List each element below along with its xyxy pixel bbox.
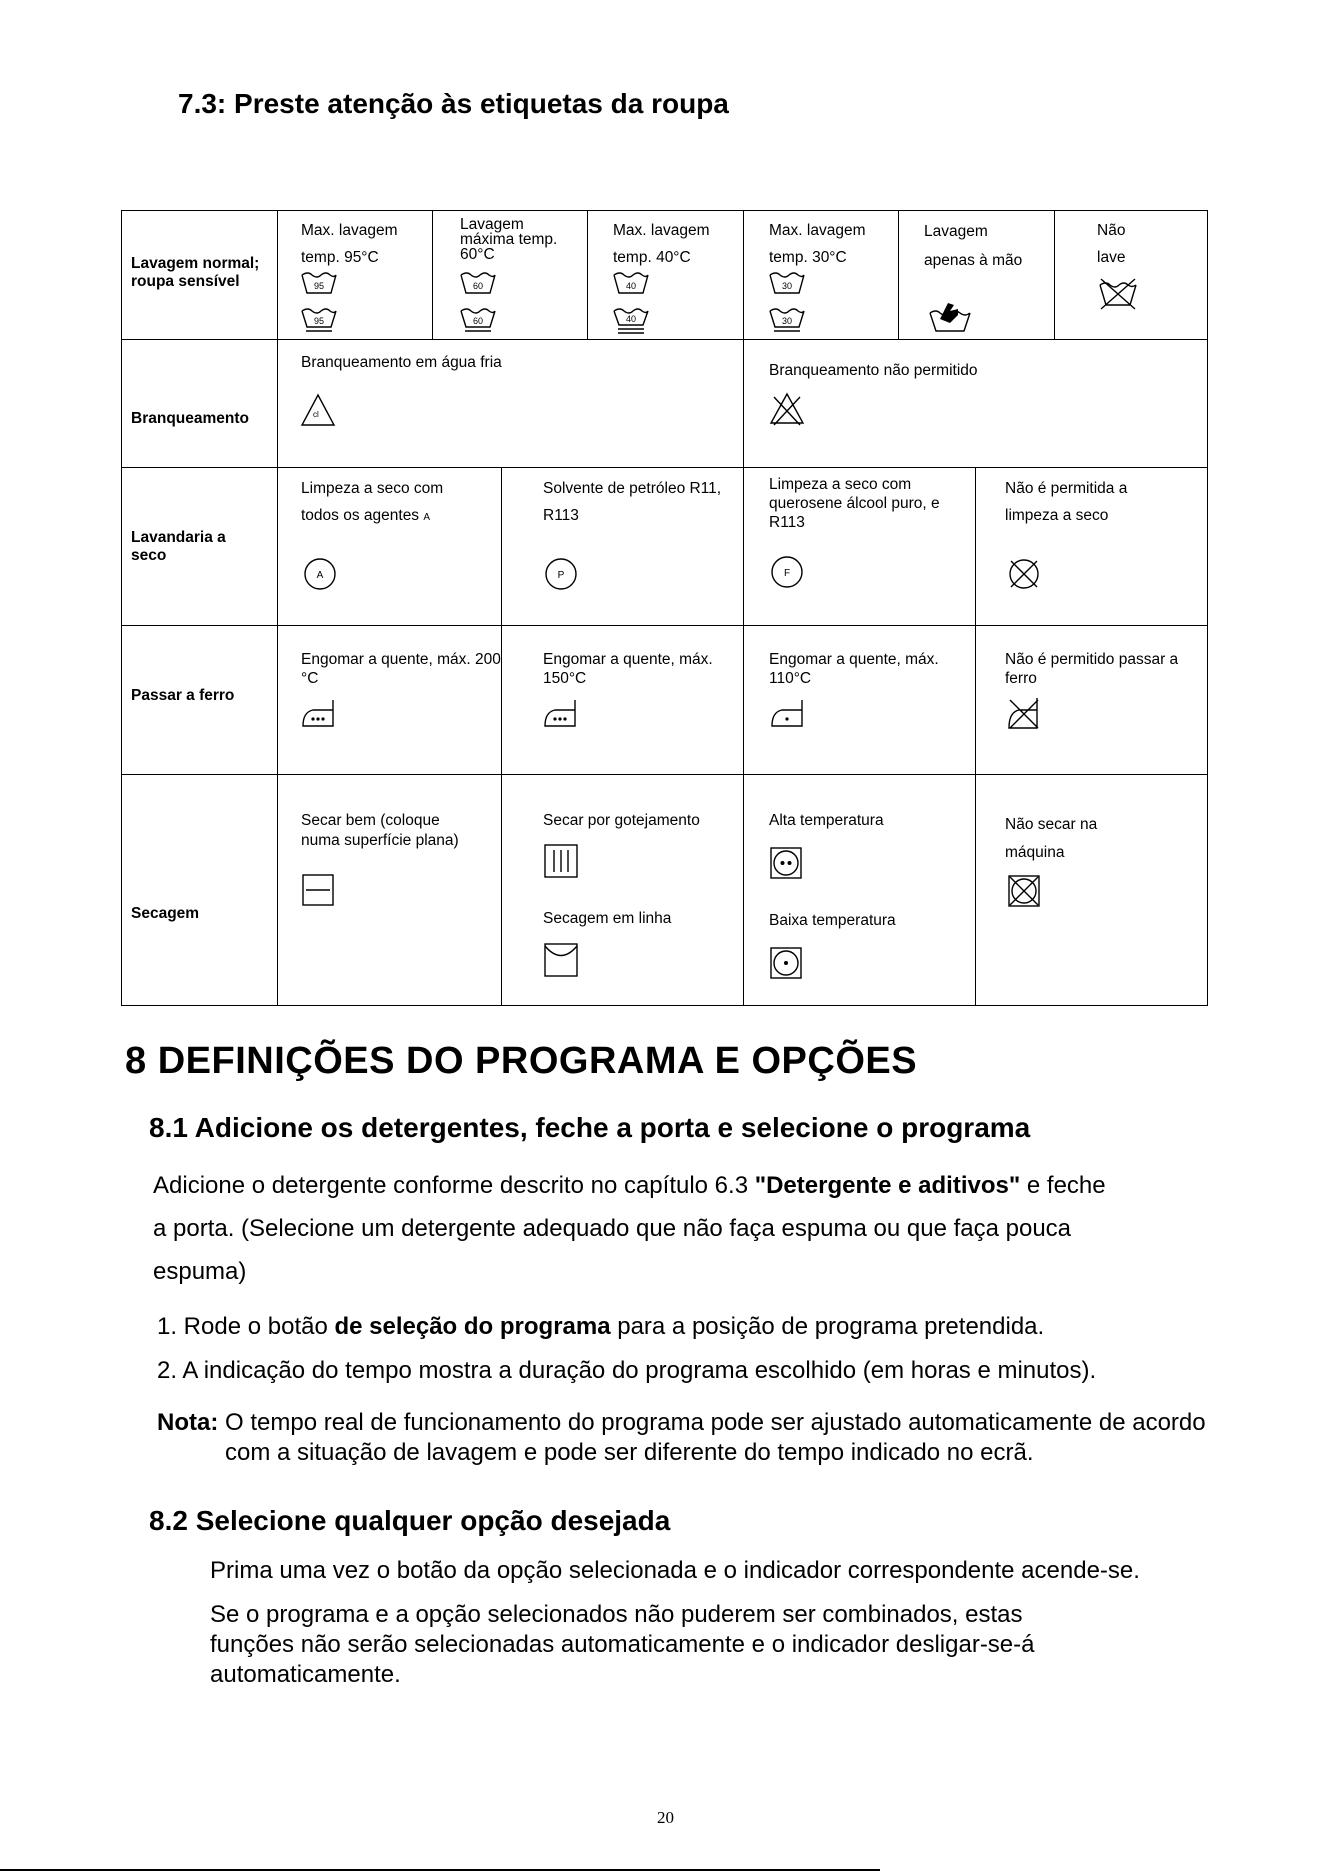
wash-40-very-mild-tub-icon xyxy=(612,307,650,337)
drip-dry-label: Secar por gotejamento xyxy=(543,812,700,829)
bleach-cold-label: Branqueamento em água fria xyxy=(301,354,502,371)
svg-text:95: 95 xyxy=(313,316,325,326)
dry-clean-a-icon xyxy=(303,557,337,591)
iron-two-dots-icon xyxy=(543,698,579,728)
iron-110-label: Engomar a quente, máx. 110°C xyxy=(769,651,939,687)
row-divider xyxy=(122,625,1207,626)
section-title-8-2: 8.2 Selecione qualquer opção desejada xyxy=(149,1505,671,1536)
chapter-title-8: 8 DEFINIÇÕES DO PROGRAMA E OPÇÕES xyxy=(125,1040,918,1082)
wash-95-mild-tub-icon xyxy=(300,307,338,333)
svg-text:F: F xyxy=(783,568,791,579)
tumble-high-label: Alta temperatura xyxy=(769,812,884,829)
col-divider xyxy=(743,211,744,467)
wash-label-no: Não lave xyxy=(1097,222,1126,266)
dry-clean-f-icon xyxy=(770,555,804,589)
no-tumble-dry-icon xyxy=(1008,875,1040,907)
row-divider xyxy=(122,467,1207,468)
wash-label-60: Lavagem máxima temp. 60°C xyxy=(460,216,558,263)
iron-150-label: Engomar a quente, máx. 150°C xyxy=(543,651,713,687)
no-iron-label: Não é permitido passar a ferro xyxy=(1005,651,1179,687)
wash-60-tub-icon xyxy=(459,271,497,297)
dry-clean-not-allowed-label: Não é permitida a limpeza a seco xyxy=(1005,480,1128,524)
svg-text:60: 60 xyxy=(472,281,484,291)
svg-text:95: 95 xyxy=(313,281,325,291)
iron-one-dot-icon xyxy=(770,698,806,728)
bleach-cold-triangle-icon xyxy=(300,393,336,427)
footer-rule xyxy=(0,1869,880,1871)
drip-dry-icon xyxy=(544,844,578,878)
col-divider xyxy=(587,211,588,339)
paragraph-8-2-a: Prima uma vez o botão da opção selecionada e o indicador correspondente acende-se. xyxy=(210,1557,1140,1584)
col-divider xyxy=(432,211,433,339)
dry-clean-p-icon xyxy=(544,557,578,591)
dry-clean-petroleum-label: Solvente de petróleo R11, R113 xyxy=(543,480,722,524)
svg-text:30: 30 xyxy=(781,316,793,326)
paragraph-8-1: Adicione o detergente conforme descrito no capítulo 6.3 "Detergente e aditivos" e feche a porta. (Selecione um detergente adequado que não faça espuma ou que faça pouca espuma) xyxy=(153,1172,1106,1285)
dry-clean-kerosene-label: Limpeza a seco com querosene álcool puro, e R113 xyxy=(769,476,940,531)
dry-flat-label: Secar bem (coloque numa superfície plana) xyxy=(301,812,459,849)
section-title-8-1: 8.1 Adicione os detergentes, feche a porta e selecione o programa xyxy=(149,1112,1031,1143)
dry-clean-all-agents-label: Limpeza a seco com todos os agentes A xyxy=(301,480,444,524)
no-bleach-icon xyxy=(768,391,806,427)
wash-label-40: Max. lavagem temp. 40°C xyxy=(613,222,710,266)
svg-text:60: 60 xyxy=(472,316,484,326)
tumble-low-label: Baixa temperatura xyxy=(769,912,896,929)
svg-text:A: A xyxy=(316,570,324,581)
list-item-2: 2. A indicação do tempo mostra a duração do programa escolhido (em horas e minutos). xyxy=(157,1357,1097,1384)
paragraph-8-2-b: Se o programa e a opção selecionados não puderem ser combinados, estas funções não serão selecionadas automaticamente e o indicador desligar-se-á automaticamente. xyxy=(210,1601,1035,1688)
no-tumble-label: Não secar na máquina xyxy=(1005,816,1098,861)
svg-text:cl: cl xyxy=(313,410,319,419)
col-divider xyxy=(1054,211,1055,339)
do-not-wash-icon xyxy=(1097,277,1139,311)
col-divider xyxy=(743,467,744,1005)
care-label-table xyxy=(121,210,1208,1006)
tumble-dry-low-icon xyxy=(770,947,802,979)
wash-label-hand: Lavagem apenas à mão xyxy=(924,223,1023,269)
wash-95-tub-icon xyxy=(300,271,338,297)
no-iron-icon xyxy=(1007,696,1041,730)
row-label-bleach: Branqueamento xyxy=(131,410,249,427)
iron-three-dots-icon xyxy=(301,698,337,728)
wash-label-30: Max. lavagem temp. 30°C xyxy=(769,222,866,266)
row-label-drying: Secagem xyxy=(131,905,200,922)
wash-30-tub-icon xyxy=(768,271,806,297)
list-item-1: 1. Rode o botão de seleção do programa para a posição de programa pretendida. xyxy=(157,1313,1045,1340)
row-label-iron: Passar a ferro xyxy=(131,687,235,704)
note-paragraph: Nota: O tempo real de funcionamento do programa pode ser ajustado automaticamente de acordo com a situação de lavagem e pode ser diferente do tempo indicado no ecrã. xyxy=(157,1409,1206,1466)
hand-wash-icon xyxy=(928,299,972,333)
svg-text:40: 40 xyxy=(625,281,637,291)
page-number: 20 xyxy=(657,1808,674,1827)
svg-text:40: 40 xyxy=(625,314,637,324)
section-title-7-3: 7.3: Preste atenção às etiquetas da roupa xyxy=(178,88,729,119)
row-divider xyxy=(122,339,1207,340)
col-divider xyxy=(501,467,502,1005)
col-divider xyxy=(898,211,899,339)
row-label-wash: Lavagem normal; roupa sensível xyxy=(131,255,260,290)
line-dry-icon xyxy=(544,943,578,977)
col-divider xyxy=(975,467,976,1005)
row-label-dry-clean: Lavandaria a seco xyxy=(131,529,226,564)
no-dry-clean-icon xyxy=(1007,557,1041,591)
col-divider xyxy=(277,211,278,1005)
wash-60-mild-tub-icon xyxy=(459,307,497,333)
iron-200-label: Engomar a quente, máx. 200 °C xyxy=(301,651,501,687)
dry-flat-icon xyxy=(302,874,334,906)
svg-text:30: 30 xyxy=(781,281,793,291)
wash-label-95: Max. lavagem temp. 95°C xyxy=(301,222,398,266)
svg-text:P: P xyxy=(557,570,565,581)
tumble-dry-high-icon xyxy=(770,847,802,879)
wash-30-mild-tub-icon xyxy=(768,307,806,333)
line-dry-label: Secagem em linha xyxy=(543,910,672,927)
bleach-not-allowed-label: Branqueamento não permitido xyxy=(769,362,978,379)
wash-40-tub-icon xyxy=(612,271,650,297)
row-divider xyxy=(122,774,1207,775)
